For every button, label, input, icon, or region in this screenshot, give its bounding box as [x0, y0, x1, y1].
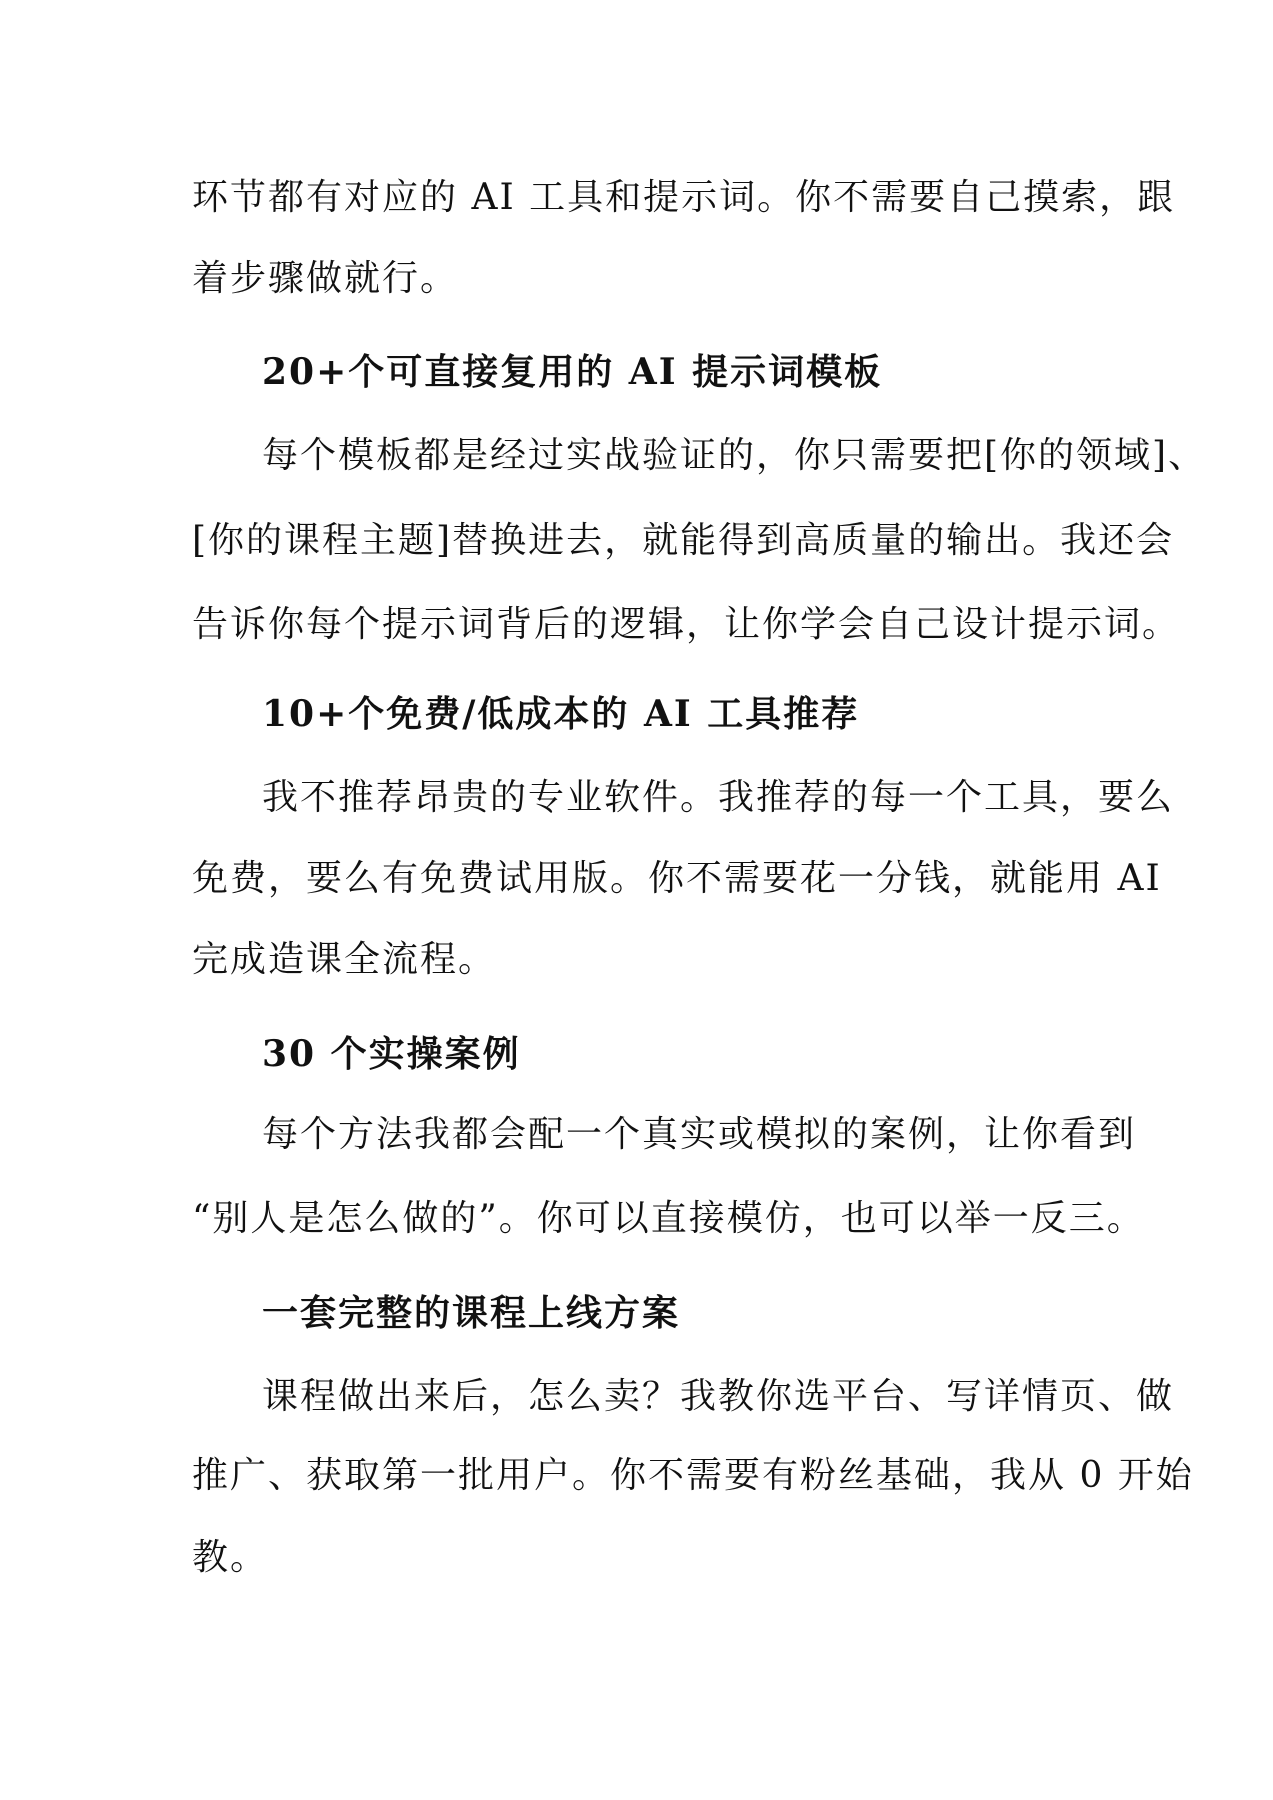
body-text-line: [你的课程主题]替换进去，就能得到高质量的输出。我还会 — [192, 520, 1175, 561]
body-text-line: 免费，要么有免费试用版。你不需要花一分钱，就能用 AI — [192, 858, 1162, 899]
body-text-line: “别人是怎么做的”。你可以直接模仿，也可以举一反三。 — [192, 1198, 1145, 1239]
body-text-line: 环节都有对应的 AI 工具和提示词。你不需要自己摸索，跟 — [192, 177, 1176, 218]
body-text-line: 我不推荐昂贵的专业软件。我推荐的每一个工具，要么 — [262, 777, 1175, 818]
body-text-line: 课程做出来后，怎么卖？我教你选平台、写详情页、做 — [262, 1376, 1175, 1417]
body-text-line: 着步骤做就行。 — [192, 258, 459, 299]
section-heading-launch-plan: 一套完整的课程上线方案 — [262, 1292, 681, 1334]
body-text-line: 教。 — [192, 1537, 269, 1578]
body-text-line: 告诉你每个提示词背后的逻辑，让你学会自己设计提示词。 — [192, 604, 1181, 645]
body-text-line: 完成造课全流程。 — [192, 939, 497, 980]
body-text-line: 每个模板都是经过实战验证的，你只需要把[你的领域]、 — [262, 435, 1207, 476]
section-heading-prompt-templates: 20+个可直接复用的 AI 提示词模板 — [262, 351, 883, 393]
section-heading-ai-tools: 10+个免费/低成本的 AI 工具推荐 — [262, 693, 860, 735]
body-text-line: 推广、获取第一批用户。你不需要有粉丝基础，我从 0 开始 — [192, 1455, 1194, 1496]
body-text-line: 每个方法我都会配一个真实或模拟的案例，让你看到 — [262, 1114, 1137, 1155]
section-heading-case-studies: 30 个实操案例 — [262, 1033, 521, 1075]
